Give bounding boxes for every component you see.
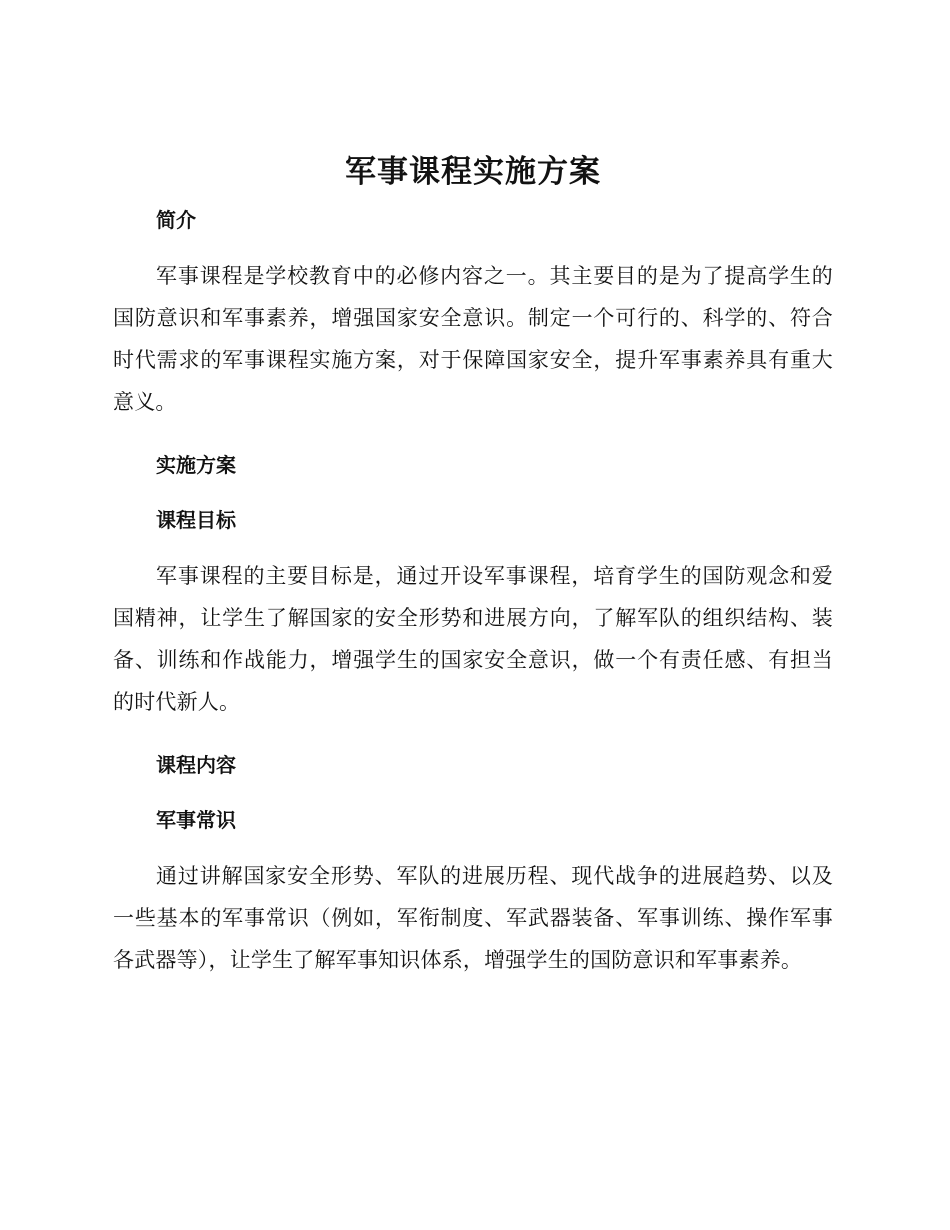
document-title: 军事课程实施方案 [345,154,601,190]
section-heading-plan: 实施方案 [156,453,236,477]
intro-paragraph: 军事课程是学校教育中的必修内容之一。其主要目的是为了提高学生的国防意识和军事素养，增强国家安全意识。制定一个可行的、科学的、符合时代需求的军事课程实施方案，对于保障国家安全，提升军事素养具有重大意义。 [113,264,833,414]
common-knowledge-paragraph: 通过讲解国家安全形势、军队的进展历程、现代战争的进展趋势、以及一些基本的军事常识（例如，军衔制度、军武器装备、军事训练、操作军事各武器等），让学生了解军事知识体系，增强学生的国防意识和军事素养。 [113,864,833,972]
subsection-heading-common-knowledge: 军事常识 [156,808,236,832]
subsection-heading-content: 课程内容 [156,753,236,777]
goal-paragraph: 军事课程的主要目标是，通过开设军事课程，培育学生的国防观念和爱国精神，让学生了解国家的安全形势和进展方向，了解军队的组织结构、装备、训练和作战能力，增强学生的国家安全意识，做一个有责任感、有担当的时代新人。 [113,564,833,714]
document-body [113,148,833,981]
section-heading-intro: 简介 [156,208,196,232]
subsection-heading-goal: 课程目标 [156,508,236,532]
